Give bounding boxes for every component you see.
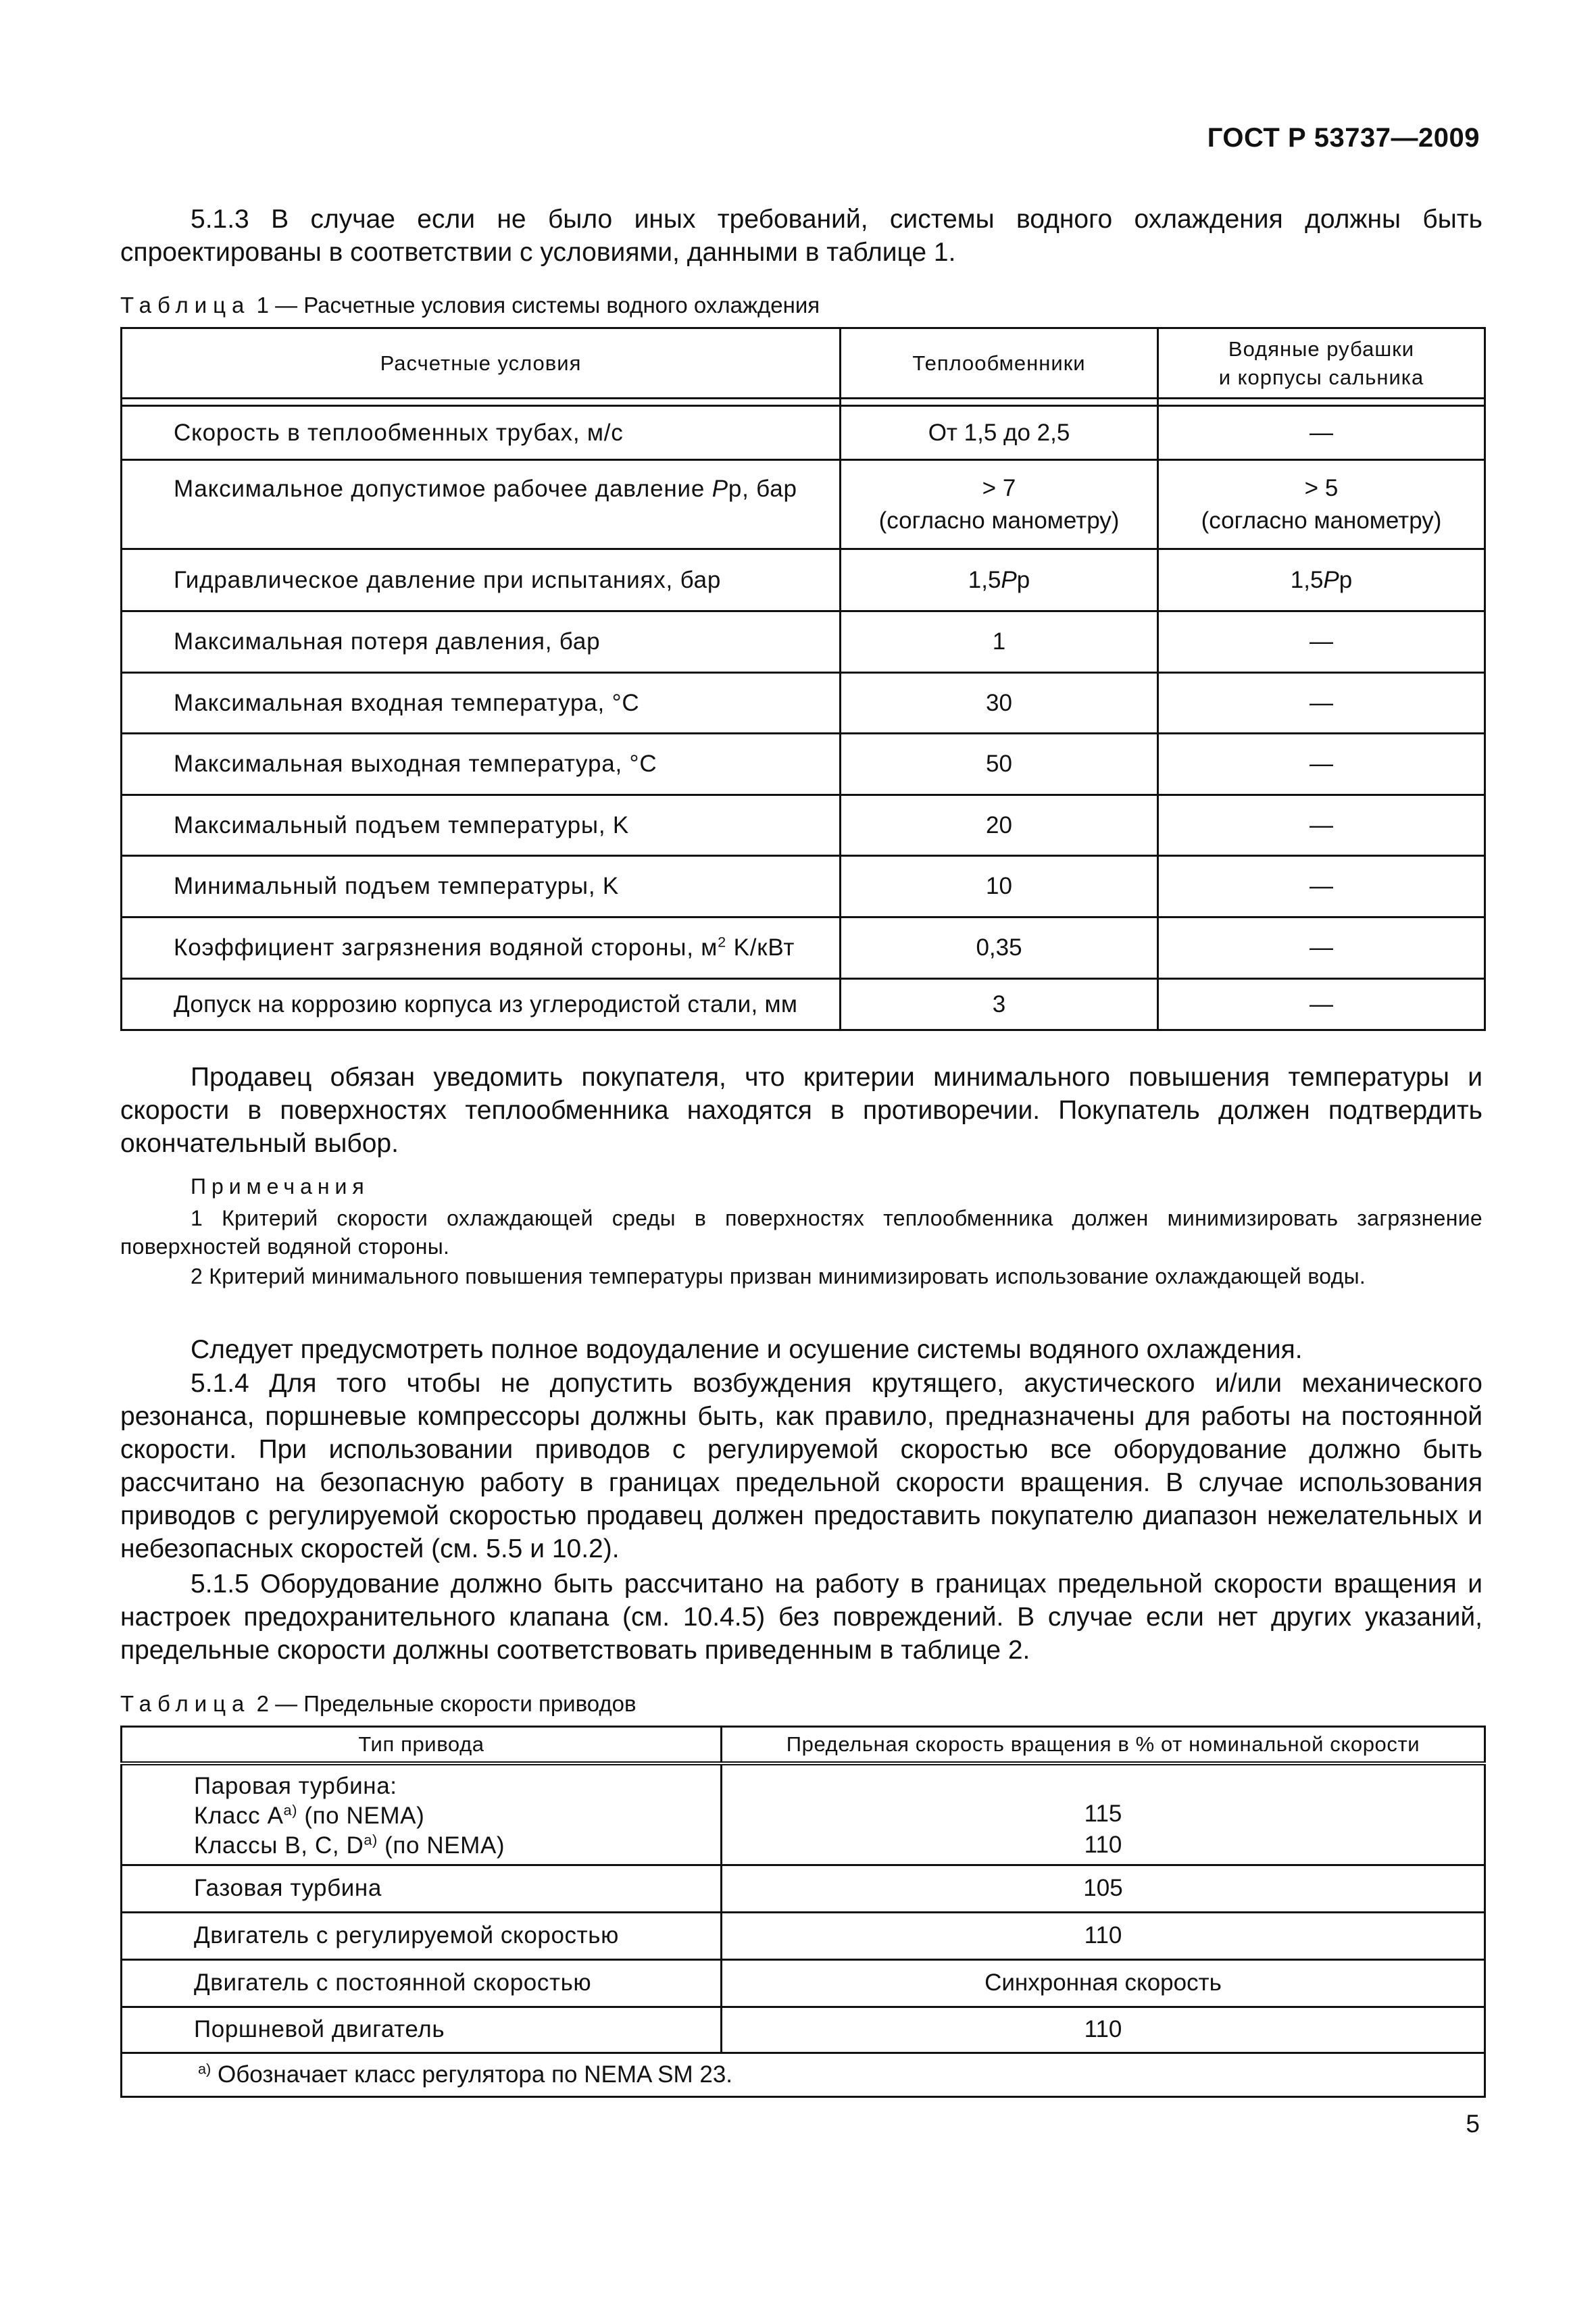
table1-cell-wj: — [1158, 673, 1485, 734]
table1-header-separator [122, 399, 1485, 406]
table1-cell-wj: — [1158, 795, 1485, 856]
table1-header-heat-exchangers: Теплообменники [841, 328, 1158, 399]
table-row [122, 460, 1485, 549]
table1-cell-hx: 10 [841, 856, 1158, 917]
table1-cell-wj [1158, 549, 1485, 611]
table1-cell-condition-unit: р, бар [728, 476, 797, 502]
table2-cell-type: Газовая турбина [122, 1865, 722, 1912]
table2-footnote [122, 2053, 1485, 2096]
table-row [122, 549, 1485, 611]
table1-cell-hx: От 1,5 до 2,5 [841, 406, 1158, 460]
steam-class-a-suffix: (по NEMA) [297, 1802, 425, 1829]
table1-cell-condition: Скорость в теплообменных трубах, м/с [122, 406, 841, 460]
table-row [122, 734, 1485, 795]
paragraph-5-1-5: 5.1.5 Оборудование должно быть рассчитано на работу в границах предельной скорости вращения и настроек предохранительного клапана (см. 10.4.5) без повреждений. В случае если нет других указаний, предельные скорости должны соответствовать приведенным в таблице 2. [120, 1569, 1482, 1665]
table1-cell-hx: 50 [841, 734, 1158, 795]
table-row [122, 795, 1485, 856]
table1-cell-condition-text: Максимальное допустимое рабочее давление [174, 476, 712, 502]
table2-caption-word: Таблица [120, 1691, 251, 1716]
table2-cell-type: Двигатель с постоянной скоростью [122, 1959, 722, 2007]
table1-cell-condition: Допуск на коррозию корпуса из углеродистой стали, мм [122, 979, 841, 1030]
table1-cell-condition [122, 917, 841, 979]
table1-cell-hx [841, 460, 1158, 549]
table2-header-drive-type: Тип привода [122, 1727, 722, 1764]
table2-footnote-text: Обозначает класс регулятора по NEMA SM 23. [211, 2061, 733, 2088]
table2-cell-steam-values [722, 1763, 1485, 1865]
table1-caption-word: Таблица [120, 293, 251, 318]
table-row [122, 1865, 1485, 1912]
steam-class-bcd-value: 110 [1084, 1831, 1122, 1858]
table1-cell-hx: 30 [841, 673, 1158, 734]
table-row [122, 1763, 1485, 1865]
table1-caption-text: 1 — Расчетные условия системы водного охлаждения [256, 293, 820, 318]
table1-cell-wj: — [1158, 406, 1485, 460]
table2-cell-value: 110 [722, 2007, 1485, 2053]
table2-cell-type: Двигатель с регулируемой скоростью [122, 1912, 722, 1959]
pressure-symbol: P [1323, 566, 1339, 593]
table1-header-water-jackets-line1: Водяные рубашки [1228, 336, 1415, 361]
table2-cell-steam-turbine [122, 1763, 722, 1865]
steam-class-a-label: Класс A [194, 1802, 284, 1829]
table1-cell-hx: 1 [841, 611, 1158, 673]
paragraph-5-1-3: 5.1.3 В случае если не было иных требований, системы водного охлаждения должны быть спроектированы в соответствии с условиями, данными в таблице 1. [120, 205, 1482, 267]
steam-turbine-title: Паровая турбина: [194, 1772, 397, 1799]
table1-cell-hx [841, 549, 1158, 611]
table1-cell-condition: Гидравлическое давление при испытаниях, бар [122, 549, 841, 611]
table1-cell-wj: — [1158, 979, 1485, 1030]
table1-cell-wj-sub: р [1339, 566, 1353, 593]
table-row [122, 856, 1485, 917]
table1-cell-condition-unit: K/кВт [726, 934, 795, 961]
table1-cell-wj: — [1158, 734, 1485, 795]
table1-cell-condition: Максимальный подъем температуры, K [122, 795, 841, 856]
footnote-marker: а) [198, 2059, 211, 2077]
table1-cell-wj: — [1158, 611, 1485, 673]
table1-cell-hx: 20 [841, 795, 1158, 856]
table2-caption [120, 1690, 637, 1717]
table1-cell-wj-line2: (согласно манометру) [1201, 507, 1442, 534]
pressure-symbol: P [1001, 566, 1017, 593]
table1-cell-hx: 0,35 [841, 917, 1158, 979]
table2-cell-value: Синхронная скорость [722, 1959, 1485, 2007]
table1-header-conditions: Расчетные условия [122, 328, 841, 399]
table2-header-speed-limit: Предельная скорость вращения в % от номинальной скорости [722, 1727, 1485, 1764]
table1-cell-hx-coef: 1,5 [968, 566, 1001, 593]
table2-header-row [122, 1727, 1485, 1764]
table2-caption-text: 2 — Предельные скорости приводов [256, 1691, 637, 1716]
note-1: 1 Критерий скорости охлаждающей среды в поверхностях теплообменника должен минимизировать загрязнение поверхностей водяной стороны. [120, 1206, 1482, 1259]
footnote-marker: а) [283, 1801, 298, 1819]
table2-footnote-row [122, 2053, 1485, 2096]
table1-cell-condition [122, 460, 841, 549]
table1-cell-condition: Максимальная выходная температура, °C [122, 734, 841, 795]
table-row [122, 611, 1485, 673]
table1-header-row [122, 328, 1485, 399]
table1-cell-hx-sub: р [1016, 566, 1030, 593]
table1-cell-condition: Максимальная входная температура, °C [122, 673, 841, 734]
table1-header-water-jackets-line2: и корпусы сальника [1218, 365, 1424, 389]
table-row [122, 2007, 1485, 2053]
table1-header-water-jackets [1158, 328, 1485, 399]
steam-class-a-value: 115 [1084, 1800, 1122, 1827]
table-design-conditions [120, 327, 1486, 1031]
note-2: 2 Критерий минимального повышения температуры призван минимизировать использование охлаждающей воды. [191, 1264, 1366, 1288]
superscript: 2 [718, 933, 727, 951]
table-row [122, 673, 1485, 734]
standard-number: ГОСТ Р 53737—2009 [1207, 123, 1480, 153]
paragraph-seller-notice: Продавец обязан уведомить покупателя, что критерии минимального повышения температуры и скорости в поверхностях теплообменника находятся в противоречии. Покупатель должен подтвердить окончательный выбор. [120, 1063, 1482, 1158]
table-row [122, 1912, 1485, 1959]
table1-cell-hx-line2: (согласно манометру) [878, 507, 1120, 534]
table1-cell-wj-line1: > 5 [1304, 474, 1339, 501]
pressure-symbol: P [712, 476, 728, 502]
table1-cell-wj-coef: 1,5 [1290, 566, 1324, 593]
table1-cell-wj [1158, 460, 1485, 549]
table-row [122, 979, 1485, 1030]
paragraph-5-1-4: 5.1.4 Для того чтобы не допустить возбуждения крутящего, акустического и/или механического резонанса, поршневые компрессоры должны быть, как правило, предназначены для работы на постоянной скорости. При использовании приводов с регулируемой скоростью все оборудование должно быть рассчитано на безопасную работу в границах предельной скорости вращения. В случае использования приводов с регулируемой скоростью продавец должен предоставить покупателю диапазон нежелательных и небезопасных скоростей (см. 5.5 и 10.2). [120, 1369, 1482, 1563]
table-row [122, 917, 1485, 979]
table1-cell-condition-text: Коэффициент загрязнения водяной стороны, м [174, 934, 718, 961]
table2-cell-value: 110 [722, 1912, 1485, 1959]
table1-cell-condition: Максимальная потеря давления, бар [122, 611, 841, 673]
notes-heading: Примечания [191, 1174, 370, 1199]
steam-class-bcd-label: Классы B, C, D [194, 1832, 364, 1859]
table2-cell-value: 105 [722, 1865, 1485, 1912]
table-speed-limits [120, 1726, 1486, 2098]
table2-cell-type: Поршневой двигатель [122, 2007, 722, 2053]
steam-class-bcd-suffix: (по NEMA) [377, 1832, 505, 1859]
table-row [122, 1959, 1485, 2007]
table1-cell-condition: Минимальный подъем температуры, K [122, 856, 841, 917]
footnote-marker: а) [364, 1831, 378, 1848]
table1-cell-hx-line1: > 7 [982, 474, 1016, 501]
page-number: 5 [1466, 2110, 1480, 2138]
paragraph-drainage: Следует предусмотреть полное водоудаление и осушение системы водяного охлаждения. [191, 1335, 1303, 1364]
table1-cell-hx: 3 [841, 979, 1158, 1030]
table1-cell-wj: — [1158, 856, 1485, 917]
table-row [122, 406, 1485, 460]
table1-cell-wj: — [1158, 917, 1485, 979]
table1-caption [120, 292, 820, 319]
